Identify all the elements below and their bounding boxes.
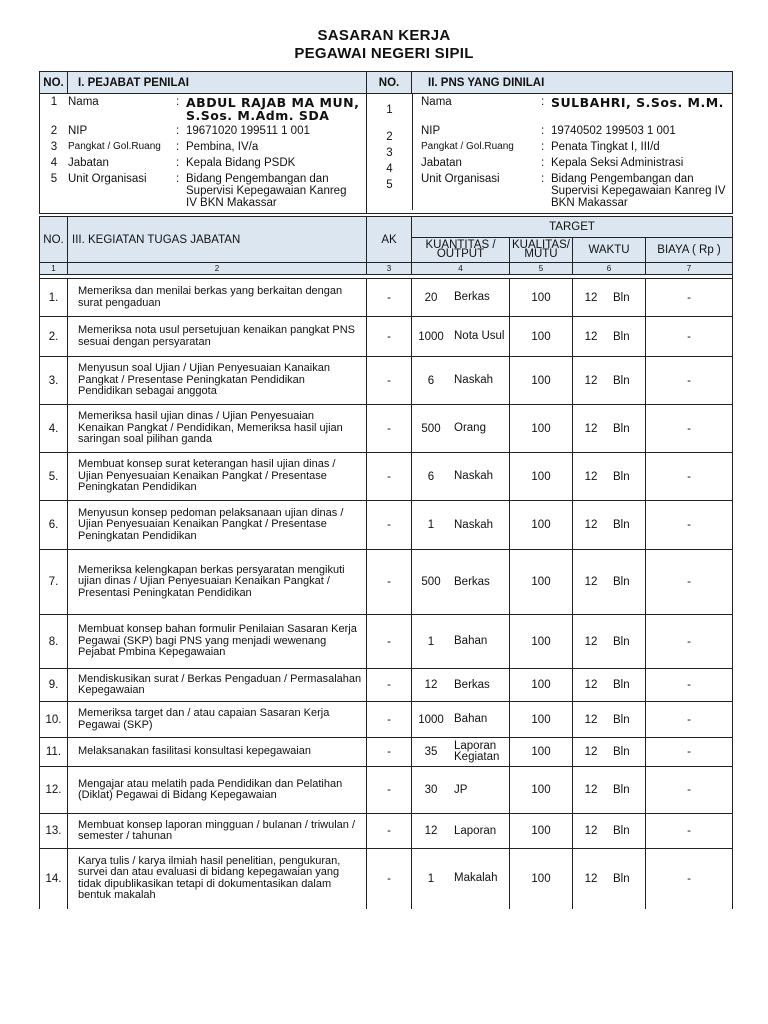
row-mutu: 100: [510, 550, 573, 615]
row-qty: 6: [427, 374, 435, 387]
pns-row-jabatan: Jabatan : Kepala Seksi Administrasi: [421, 157, 732, 169]
row-mutu: 100: [510, 702, 573, 738]
row-unit: Laporan: [454, 824, 497, 837]
row-waktu: [573, 550, 646, 615]
row-waktu-unit: Bln: [613, 635, 630, 648]
row-ak: -: [367, 814, 412, 849]
row-biaya: -: [646, 405, 733, 453]
row-kuantitas: [412, 702, 510, 738]
row-biaya: -: [646, 550, 733, 615]
row-biaya: -: [646, 357, 733, 405]
kegiatan-row: [40, 702, 733, 738]
row-description: Membuat konsep surat keterangan hasil ujian dinas / Ujian Penyesuaian Kenaikan Pangkat / Presentase Peningkatan Pendidikan: [68, 453, 367, 501]
pns-nama-value: SULBAHRI, S.Sos. M.M.: [551, 96, 724, 110]
row-qty: 20: [424, 291, 438, 304]
no-header-left: NO.: [40, 72, 68, 94]
row-ak: -: [367, 453, 412, 501]
row-unit: Berkas: [454, 291, 490, 303]
pejabat-nip-value: 19671020 199511 1 001: [186, 125, 310, 137]
row-waktu-value: 12: [584, 374, 598, 387]
row-ak: -: [367, 501, 412, 550]
row-mutu: 100: [510, 615, 573, 669]
row-waktu: [573, 317, 646, 357]
row-waktu-value: 12: [584, 872, 598, 885]
row-waktu-unit: Bln: [613, 291, 630, 304]
row-waktu-unit: Bln: [613, 784, 630, 796]
row-description: Menyusun soal Ujian / Ujian Penyesuaian Kanaikan Pangkat / Presentase Peningkatan Pendidikan Pendidikan sebagai anggota: [68, 357, 367, 405]
row-waktu: [573, 501, 646, 550]
row-waktu-value: 12: [584, 635, 598, 648]
row-waktu-value: 12: [584, 679, 598, 691]
row-unit: Makalah: [454, 872, 498, 885]
row-waktu: [573, 357, 646, 405]
row-mutu: 100: [510, 501, 573, 550]
row-kuantitas: [412, 669, 510, 702]
row-qty: 30: [424, 784, 438, 796]
row-waktu-value: 12: [584, 519, 598, 531]
row-waktu: [573, 767, 646, 814]
row-unit: Bahan: [454, 635, 488, 647]
row-description: Mendiskusikan surat / Berkas Pengaduan / Permasalahan Kepegawaian: [68, 669, 367, 702]
kegiatan-rows: [40, 279, 733, 909]
row-waktu-unit: Bln: [613, 470, 630, 483]
row-waktu: [573, 669, 646, 702]
target-header: TARGET: [412, 217, 733, 238]
row-unit: Bahan: [454, 713, 488, 725]
kegiatan-row: [40, 615, 733, 669]
row-waktu: [573, 814, 646, 849]
row-biaya: -: [646, 702, 733, 738]
row-mutu: 100: [510, 738, 573, 767]
row-description: Memeriksa hasil ujian dinas / Ujian Penyesuaian Kenaikan Pangkat / Pendidikan, Memeriksa hasil ujian saringan soal pilihan ganda: [68, 405, 367, 453]
pns-nip-value: 19740502 199503 1 001: [551, 125, 676, 137]
pejabat-row-unit: 5 Unit Organisasi : Bidang Pengembangan dan Supervisi Kepegawaian Kanreg IV BKN Makassar: [40, 173, 366, 209]
pejabat-row-nama: 1 Nama : ABDUL RAJAB MA MUN, S.Sos. M.Adm. SDA: [40, 96, 366, 122]
pejabat-row-nip: 2 NIP : 19671020 199511 1 001: [40, 125, 366, 137]
pns-number-column: 1 2 3 4 5: [367, 94, 413, 210]
row-ak: -: [367, 849, 412, 909]
row-unit: Naskah: [454, 518, 493, 531]
row-kuantitas: [412, 814, 510, 849]
row-biaya: -: [646, 669, 733, 702]
row-description: Karya tulis / karya ilmiah hasil penelitian, pengukuran, survei dan atau evaluasi di bidang kepegawaian yang tidak dipublikasikan tetapi di dokumentasikan dalam bentuk makalah: [68, 849, 367, 909]
row-waktu-value: 12: [584, 784, 598, 796]
row-qty: 6: [427, 470, 435, 483]
row-waktu: [573, 702, 646, 738]
row-waktu-unit: Bln: [613, 422, 630, 435]
row-description: Memeriksa target dan / atau capaian Sasaran Kerja Pegawai (SKP): [68, 702, 367, 738]
row-qty: 500: [421, 422, 441, 435]
row-ak: -: [367, 702, 412, 738]
row-waktu: [573, 849, 646, 909]
row-waktu-value: 12: [584, 825, 598, 837]
kegiatan-row: [40, 849, 733, 909]
kegiatan-row: [40, 279, 733, 317]
kegiatan-table: [39, 216, 733, 909]
row-number: 11.: [40, 738, 68, 767]
row-waktu-value: 12: [584, 330, 598, 343]
row-waktu-unit: Bln: [613, 872, 630, 885]
kegiatan-row: [40, 501, 733, 550]
row-description: Menyusun konsep pedoman pelaksanaan ujian dinas / Ujian Penyesuaian Kenaikan Pangkat / Presentase Peningkatan Pendidikan: [68, 501, 367, 550]
row-biaya: -: [646, 279, 733, 317]
row-number: 4.: [40, 405, 68, 453]
row-ak: -: [367, 357, 412, 405]
kegiatan-title-header: III. KEGIATAN TUGAS JABATAN: [68, 217, 367, 263]
kualitas-header: KUALITAS/ MUTU: [510, 238, 573, 263]
document-title: SASARAN KERJA: [317, 27, 451, 44]
row-unit: JP: [454, 783, 468, 796]
row-mutu: 100: [510, 767, 573, 814]
pns-unit-value: Bidang Pengembangan dan Supervisi Kepegawaian Kanreg IV BKN Makassar: [551, 173, 726, 209]
pejabat-penilai-panel: [40, 94, 367, 214]
pns-row-nama: Nama : SULBAHRI, S.Sos. M.M.: [421, 96, 732, 122]
row-number: 6.: [40, 501, 68, 550]
row-number: 9.: [40, 669, 68, 702]
kegiatan-row: [40, 550, 733, 615]
row-number: 10.: [40, 702, 68, 738]
row-description: Memeriksa kelengkapan berkas persyaratan mengikuti ujian dinas / Ujian Penyesuaian Kenaikan Pangkat / Presentasi Peningkatan Pendidikan: [68, 550, 367, 615]
row-description: Membuat konsep laporan mingguan / bulanan / triwulan / semester / tahunan: [68, 814, 367, 849]
row-waktu-value: 12: [584, 576, 598, 588]
row-ak: -: [367, 550, 412, 615]
row-waktu-unit: Bln: [613, 576, 630, 588]
document-subtitle: PEGAWAI NEGERI SIPIL: [294, 45, 474, 62]
pns-row-nip: NIP : 19740502 199503 1 001: [421, 125, 732, 137]
row-waktu-unit: Bln: [613, 374, 630, 387]
row-kuantitas: [412, 615, 510, 669]
kegiatan-row: [40, 317, 733, 357]
row-unit: Naskah: [454, 374, 493, 386]
kegiatan-header-row: [40, 217, 733, 238]
row-waktu-unit: Bln: [613, 330, 630, 343]
row-kuantitas: [412, 279, 510, 317]
row-ak: -: [367, 767, 412, 814]
row-number: 12.: [40, 767, 68, 814]
kegiatan-row: [40, 357, 733, 405]
ak-header: AK: [367, 217, 412, 263]
kegiatan-row: [40, 767, 733, 814]
row-mutu: 100: [510, 357, 573, 405]
row-qty: 12: [424, 825, 438, 837]
row-waktu-value: 12: [584, 713, 598, 726]
row-qty: 1000: [418, 713, 444, 726]
row-number: 8.: [40, 615, 68, 669]
kegiatan-row: [40, 738, 733, 767]
row-unit: Orang: [454, 422, 486, 434]
pejabat-row-jabatan: 4 Jabatan : Kepala Bidang PSDK: [40, 157, 366, 169]
row-mutu: 100: [510, 405, 573, 453]
row-waktu-value: 12: [584, 291, 598, 304]
row-mutu: 100: [510, 849, 573, 909]
row-waktu-unit: Bln: [613, 713, 630, 726]
row-unit: Naskah: [454, 470, 493, 482]
row-qty: 500: [421, 576, 441, 588]
row-ak: -: [367, 669, 412, 702]
row-waktu-unit: Bln: [613, 746, 630, 758]
row-description: Memeriksa dan menilai berkas yang berkaitan dengan surat pengaduan: [68, 279, 367, 317]
row-ak: -: [367, 615, 412, 669]
row-description: Membuat konsep bahan formulir Penilaian Sasaran Kerja Pegawai (SKP) bagi PNS yang menjadi wewenang Pejabat Pmbina Kepegawaian: [68, 615, 367, 669]
row-waktu: [573, 453, 646, 501]
row-qty: 35: [424, 746, 438, 758]
row-biaya: -: [646, 501, 733, 550]
row-mutu: 100: [510, 279, 573, 317]
biaya-header: BIAYA ( Rp ): [646, 238, 733, 263]
row-number: 5.: [40, 453, 68, 501]
row-description: Melaksanakan fasilitasi konsultasi kepegawaian: [68, 738, 367, 767]
row-number: 1.: [40, 279, 68, 317]
row-qty: 1: [427, 519, 435, 531]
row-qty: 12: [424, 679, 438, 691]
row-unit: Nota Usul: [454, 330, 505, 342]
row-ak: -: [367, 279, 412, 317]
row-unit: Berkas: [454, 575, 490, 588]
waktu-header: WAKTU: [573, 238, 646, 263]
row-ak: -: [367, 738, 412, 767]
row-biaya: -: [646, 738, 733, 767]
pejabat-penilai-header: I. PEJABAT PENILAI: [68, 72, 367, 94]
row-ak: -: [367, 317, 412, 357]
row-biaya: -: [646, 767, 733, 814]
row-number: 13.: [40, 814, 68, 849]
pns-dinilai-header: II. PNS YANG DINILAI: [412, 72, 733, 94]
row-kuantitas: [412, 849, 510, 909]
row-waktu: [573, 615, 646, 669]
kegiatan-row: [40, 453, 733, 501]
row-kuantitas: [412, 453, 510, 501]
pns-jabatan-value: Kepala Seksi Administrasi: [551, 157, 684, 169]
row-qty: 1: [427, 635, 435, 648]
pejabat-unit-value: Bidang Pengembangan dan Supervisi Kepegawaian Kanreg IV BKN Makassar: [186, 173, 347, 209]
row-qty: 1: [427, 872, 435, 885]
row-waktu-unit: Bln: [613, 679, 630, 691]
row-kuantitas: [412, 405, 510, 453]
row-number: 3.: [40, 357, 68, 405]
row-description: Mengajar atau melatih pada Pendidikan dan Pelatihan (Diklat) Pegawai di Bidang Kepegawaian: [68, 767, 367, 814]
row-unit: Laporan Kegiatan: [454, 740, 500, 763]
row-number: 2.: [40, 317, 68, 357]
kegiatan-no-header: NO.: [40, 217, 68, 263]
row-kuantitas: [412, 738, 510, 767]
row-kuantitas: [412, 767, 510, 814]
personnel-table: [39, 71, 733, 214]
row-mutu: 100: [510, 453, 573, 501]
column-index-row: 1 2 3 4 5 6 7: [40, 263, 733, 275]
row-kuantitas: [412, 317, 510, 357]
row-description: Memeriksa nota usul persetujuan kenaikan pangkat PNS sesuai dengan persyaratan: [68, 317, 367, 357]
row-number: 14.: [40, 849, 68, 909]
pns-row-pangkat: Pangkat / Gol.Ruang : Penata Tingkat I, III/d: [421, 141, 732, 153]
row-mutu: 100: [510, 669, 573, 702]
pns-dinilai-panel: [367, 94, 733, 214]
kuantitas-header: KUANTITAS / OUTPUT: [412, 238, 510, 263]
pejabat-row-pangkat: 3 Pangkat / Gol.Ruang : Pembina, IV/a: [40, 141, 366, 153]
personnel-header-row: [40, 72, 733, 94]
pns-row-unit: Unit Organisasi : Bidang Pengembangan dan Supervisi Kepegawaian Kanreg IV BKN Makassar: [421, 173, 732, 209]
row-waktu-unit: Bln: [613, 519, 630, 531]
row-kuantitas: [412, 501, 510, 550]
row-biaya: -: [646, 814, 733, 849]
kegiatan-row: [40, 814, 733, 849]
row-ak: -: [367, 405, 412, 453]
row-number: 7.: [40, 550, 68, 615]
row-qty: 1000: [418, 330, 444, 343]
pejabat-nama-value: ABDUL RAJAB MA MUN, S.Sos. M.Adm. SDA: [186, 96, 360, 122]
row-mutu: 100: [510, 814, 573, 849]
row-mutu: 100: [510, 317, 573, 357]
pns-pangkat-value: Penata Tingkat I, III/d: [551, 141, 660, 153]
row-waktu-value: 12: [584, 470, 598, 483]
kegiatan-row: [40, 405, 733, 453]
kegiatan-row: [40, 669, 733, 702]
row-kuantitas: [412, 550, 510, 615]
row-biaya: -: [646, 317, 733, 357]
row-biaya: -: [646, 453, 733, 501]
row-kuantitas: [412, 357, 510, 405]
row-waktu-value: 12: [584, 422, 598, 435]
row-biaya: -: [646, 615, 733, 669]
no-header-right: NO.: [367, 72, 412, 94]
row-waktu: [573, 279, 646, 317]
row-waktu: [573, 405, 646, 453]
row-unit: Berkas: [454, 678, 490, 691]
row-waktu-unit: Bln: [613, 825, 630, 837]
pejabat-pangkat-value: Pembina, IV/a: [186, 141, 259, 153]
row-waktu-value: 12: [584, 746, 598, 758]
pejabat-jabatan-value: Kepala Bidang PSDK: [186, 157, 296, 169]
row-waktu: [573, 738, 646, 767]
row-biaya: -: [646, 849, 733, 909]
